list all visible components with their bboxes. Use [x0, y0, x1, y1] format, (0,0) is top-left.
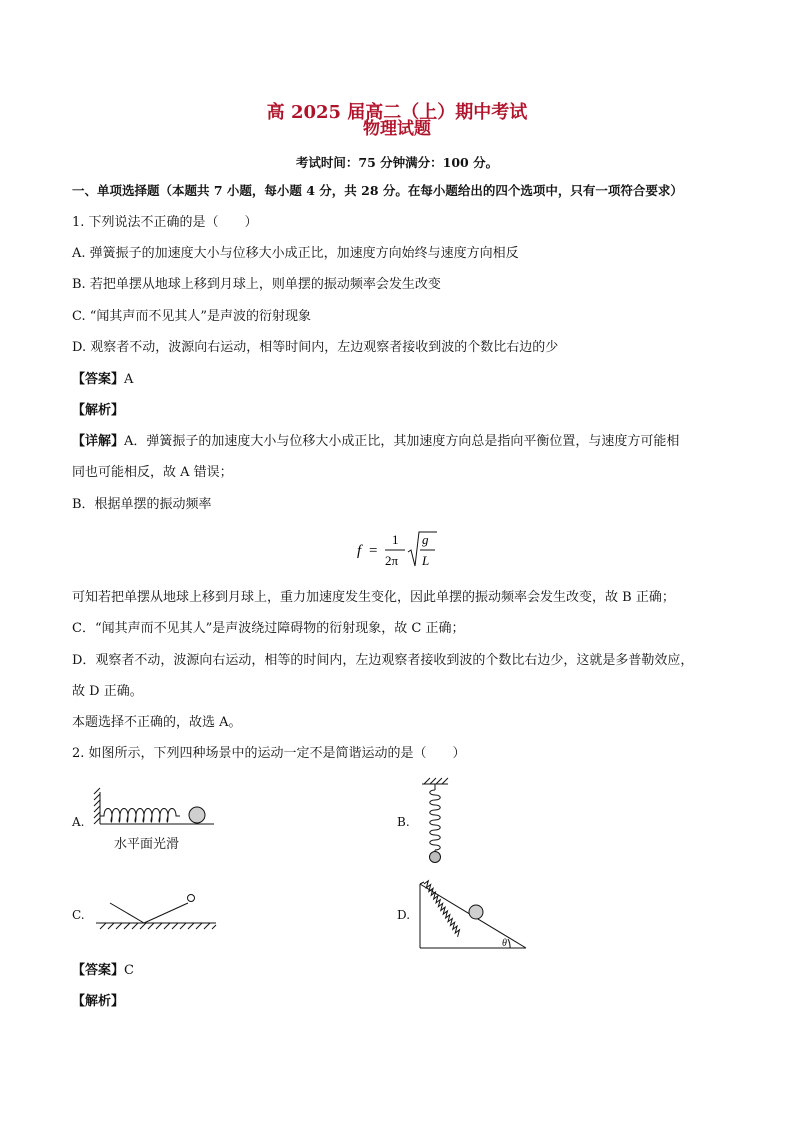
q1-detail-line-1 [72, 434, 679, 450]
q1-detail-line-6: D．观察者不动，波源向右运动，相等的时间内，左边观察者接收到波的个数比右边少，这就是多普勒效应， [72, 653, 694, 668]
page-subtitle [0, 114, 794, 139]
q1-option-d: D. 观察者不动，波源向右运动，相等时间内，左边观察者接收到波的个数比右边的少 [72, 340, 559, 355]
q1-option-a: A. 弹簧振子的加速度大小与位移大小成正比，加速度方向始终与速度方向相反 [72, 246, 519, 261]
radical-numerator: g [422, 532, 429, 547]
radical-denominator: L [422, 553, 430, 568]
detail-label: 【详解】 [72, 434, 125, 449]
answer-value: A [124, 372, 134, 387]
formula-equals: = [369, 543, 378, 559]
formula-numerator: 1 [392, 532, 399, 547]
q1-detail-line-5: C．“闻其声而不见其人”是声波绕过障碍物的衍射现象，故 C 正确； [72, 621, 465, 636]
answer-value: C [124, 963, 134, 978]
ball-icon [430, 852, 441, 863]
q1-detail-line-3: B．根据单摆的振动频率 [72, 497, 212, 512]
exam-info: 考试时间：75 分钟满分：100 分。 [295, 155, 499, 170]
ball-icon [189, 807, 205, 823]
figure-a-horizontal-spring [92, 786, 222, 856]
q1-analysis-label: 【解析】 [72, 403, 125, 418]
q1-stem: 1. 下列说法不正确的是（ ） [72, 215, 258, 230]
ball-icon [188, 895, 195, 902]
ball-icon [469, 905, 483, 919]
q1-option-b: B. 若把单摆从地球上移到月球上，则单摆的振动频率会发生改变 [72, 277, 441, 292]
subject-title: 物理试题 [363, 119, 431, 139]
q1-answer [72, 372, 133, 388]
answer-label: 【答案】 [72, 372, 125, 387]
figure-a-caption: 水平面光滑 [114, 836, 180, 851]
section-heading: 一、单项选择题（本题共 7 小题，每小题 4 分，共 28 分。在每小题给出的四个选项中，只有一项符合要求） [72, 183, 683, 198]
spring-coil [430, 790, 441, 850]
q2-option-d-label: D. [397, 908, 411, 922]
formula-denominator: 2π [385, 553, 399, 568]
figure-d-incline-spring [414, 878, 532, 952]
pendulum-frequency-formula [355, 528, 445, 572]
detail-text: A．弹簧振子的加速度大小与位移大小成正比，其加速度方向总是指向平衡位置，与速度方可能相 [124, 434, 680, 449]
q2-option-a-label: A. [72, 815, 85, 829]
figure-c-v-incline [92, 893, 220, 933]
spring-coil [414, 880, 475, 937]
q1-detail-line-2: 同也可能相反，故 A 错误； [72, 465, 233, 480]
q2-option-c-label: C. [72, 908, 85, 922]
left-incline [110, 903, 144, 923]
q2-stem: 2. 如图所示，下列四种场景中的运动一定不是简谐运动的是（ ） [72, 746, 466, 761]
formula-lhs: f [357, 543, 362, 559]
q2-analysis-label: 【解析】 [72, 994, 125, 1009]
q1-detail-line-4: 可知若把单摆从地球上移到月球上，重力加速度发生变化，因此单摆的振动频率会发生改变，故 B 正确； [72, 590, 675, 605]
q1-option-c: C. “闻其声而不见其人”是声波的衍射现象 [72, 309, 312, 324]
answer-label: 【答案】 [72, 963, 125, 978]
q2-answer [72, 963, 134, 979]
q1-detail-line-8: 本题选择不正确的，故选 A。 [72, 715, 242, 730]
q2-option-b-label: B. [397, 815, 410, 829]
page-title: 高 2025 届高二（上）期中考试 [266, 102, 528, 123]
q1-detail-line-7: 故 D 正确。 [72, 684, 143, 699]
angle-arc [508, 939, 510, 948]
right-incline [144, 903, 188, 923]
spring-coil [100, 809, 180, 823]
figure-b-vertical-spring [418, 776, 454, 868]
angle-theta-label: θ [502, 938, 507, 949]
